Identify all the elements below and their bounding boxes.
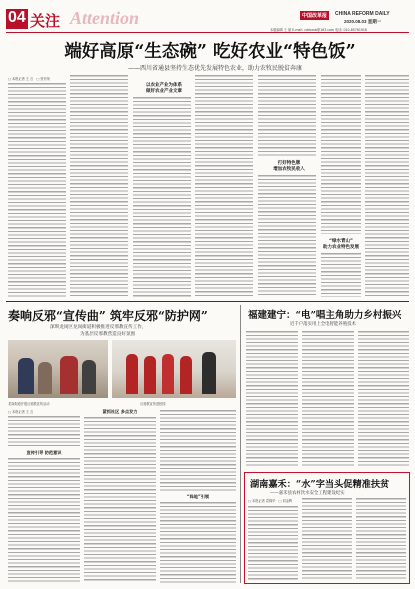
lead-col-subtitle-2b: 增加农牧民收入 [273, 167, 305, 172]
story2-col-2 [84, 416, 156, 583]
story2-col-3b [160, 501, 236, 583]
story4-headline: 湖南嘉禾：“水”字当头促精准扶贫 [250, 479, 390, 490]
lead-col-7 [365, 74, 409, 297]
story2-photo-right [112, 340, 236, 398]
lead-col-subtitle-3: “绿水青山” [329, 239, 353, 244]
story2-col-title-1: 宣传引导 防范意识 [26, 450, 62, 455]
page-number: 04 [8, 9, 26, 26]
lead-bottom-rule [6, 301, 409, 302]
lead-col-1 [8, 82, 66, 297]
story4-byline: □ 本报记者 袁锦华 □ 刘金辉 [248, 499, 293, 503]
story2-col-1a [8, 415, 80, 447]
story2-col-title-3: “阵地”引领 [186, 494, 210, 499]
story2-photo-left [8, 340, 108, 398]
lead-col-3 [133, 96, 191, 297]
story2-caption-left: 龙岗街道开展反邪教宣传活动 [8, 402, 50, 406]
story4-col-3 [356, 497, 406, 581]
paper-name-box: 中国改革报 [302, 13, 328, 19]
story2-col-title-2: 紧抓社区 多点发力 [102, 409, 138, 414]
masthead-rule [6, 32, 409, 33]
section-title: 关注 [30, 12, 61, 30]
story3-col-2 [302, 330, 354, 468]
lead-col-subtitle-1b: 做好农业产业文章 [140, 88, 188, 94]
lead-col-2 [70, 74, 128, 297]
column-divider [240, 305, 241, 583]
story2-caption-right: 反邪教宣传进校园 [140, 402, 166, 406]
section-title-en: Attention [70, 8, 140, 28]
issue-date: 2020.08.03 星期一 [344, 19, 382, 24]
lead-headline: 端好高原“生态碗” 吃好农业“特色饭” [64, 42, 356, 62]
lead-col-5b [258, 174, 316, 297]
story3-col-1 [246, 330, 298, 468]
lead-col-subtitle-3b: 助力农业特色发展 [323, 245, 359, 250]
story3-headline: 福建建宁：“电”唱主角助力乡村振兴 [248, 310, 402, 321]
editor-line: 本版编辑 王 丽 E-mail: cdrbzxb@163.com 电话: 010-85761918 [270, 28, 367, 32]
paper-name-en: CHINA REFORM DAILY [335, 11, 390, 17]
story3-col-3 [358, 330, 409, 468]
story3-subhead: 近千户落实用上全电智能养殖技术 [290, 322, 356, 327]
lead-col-4 [195, 74, 253, 297]
story2-col-1b [8, 457, 80, 583]
story2-headline: 奏响反邪“宣传曲” 筑牢反邪“防护网” [8, 309, 208, 323]
story2-byline: □ 本报记者 王 言 [8, 410, 34, 414]
lead-col-6a [321, 74, 361, 234]
story4-col-2 [302, 497, 352, 581]
lead-col-6b [321, 252, 361, 297]
lead-subhead: ——西川省通县坚持生态优先发展特色农业，助力农牧民脱贫奔康 [127, 65, 302, 72]
lead-col-subtitle-1: 以农业产业为体系 [140, 82, 188, 88]
lead-byline: □ 本报记者 王 言 □ 张有荣 [8, 77, 50, 81]
story4-col-1 [248, 505, 298, 581]
story2-subhead: 深圳龙岗区龙岗街道积极推进反邪教宣传工作， [50, 325, 147, 330]
story2-subhead-2: 为基层反邪教营造良好氛围 [80, 332, 136, 337]
story2-col-3a [160, 409, 236, 491]
lead-col-subtitle-2: 打好特色牌 [277, 161, 301, 166]
story4-subhead: ——嘉禾县农村饮水安全工程建设纪实 [270, 491, 345, 496]
lead-col-5a [258, 74, 316, 156]
